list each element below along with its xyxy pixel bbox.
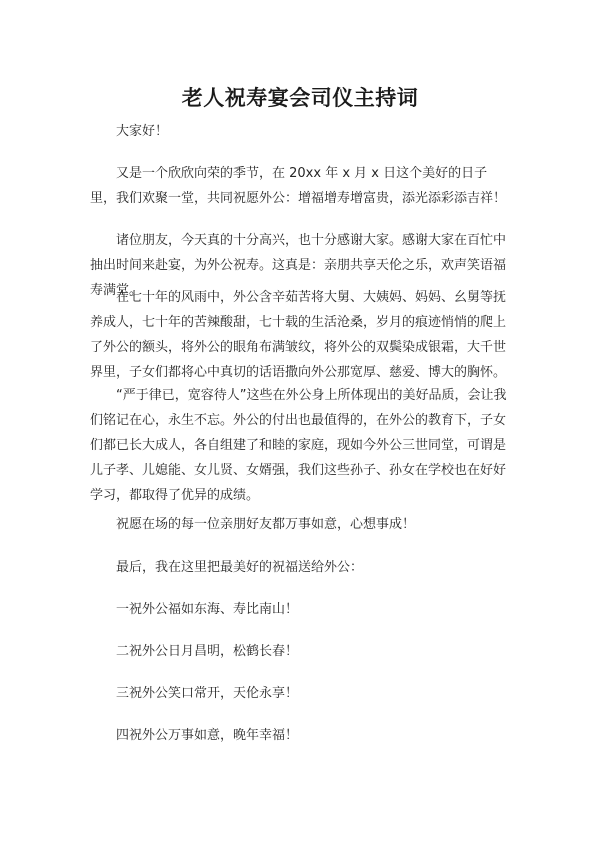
blessing-item: 四祝外公万事如意，晚年幸福！ bbox=[116, 728, 299, 743]
paragraph-final: 最后，我在这里把最美好的祝福送给外公： bbox=[116, 560, 364, 575]
paragraph-opening: 又是一个欣欣向荣的季节，在 20xx 年 x 月 x 日这个美好的日子里，我们欢聚一堂，共同祝愿外公：增福增寿增富贵，添光添彩添吉祥！ bbox=[90, 166, 507, 206]
paragraph-wishes-guests: 祝愿在场的每一位亲朋好友都万事如意，心想事成！ bbox=[116, 517, 416, 532]
document-title: 老人祝寿宴会司仪主持词 bbox=[181, 86, 419, 110]
paragraph-thanks: 诸位朋友，今天真的十分高兴，也十分感谢大家。感谢大家在百忙中抽出时间来赴宴，为外公祝寿。这真是：亲朋共享天伦之乐，欢声笑语福寿满堂。 bbox=[90, 233, 507, 298]
blessing-item: 三祝外公笑口常开，天伦永享！ bbox=[116, 686, 299, 701]
paragraph-virtues: “严于律已，宽容待人”这些在外公身上所体现出的美好品质，会让我们铭记在心，永生不忘。外公的付出也最值得的，在外公的教育下，子女们都已长大成人，各自组建了和睦的家庭，现如今外公三世同堂，可谓是儿子孝、儿媳能、女儿贤、女婿强，我们这些孙子、孙女在学校也在好好学习，都取得了优异的成绩。 bbox=[90, 388, 507, 503]
paragraph-greeting: 大家好！ bbox=[116, 124, 169, 139]
blessing-item: 二祝外公日月昌明，松鹤长春！ bbox=[116, 644, 299, 659]
paragraph-seventy-years: 在七十年的风雨中，外公含辛茹苦将大舅、大姨妈、妈妈、幺舅等抚养成人，七十年的苦辣酸甜，七十载的生活沧桑，岁月的痕迹悄悄的爬上了外公的额头，将外公的眼角布满皱纹，将外公的双鬓染成银霜，大千世界里，子女们都将心中真切的话语撒向外公那宽厚、慈爱、博大的胸怀。 bbox=[90, 290, 507, 380]
blessing-item: 一祝外公福如东海、寿比南山！ bbox=[116, 602, 299, 617]
